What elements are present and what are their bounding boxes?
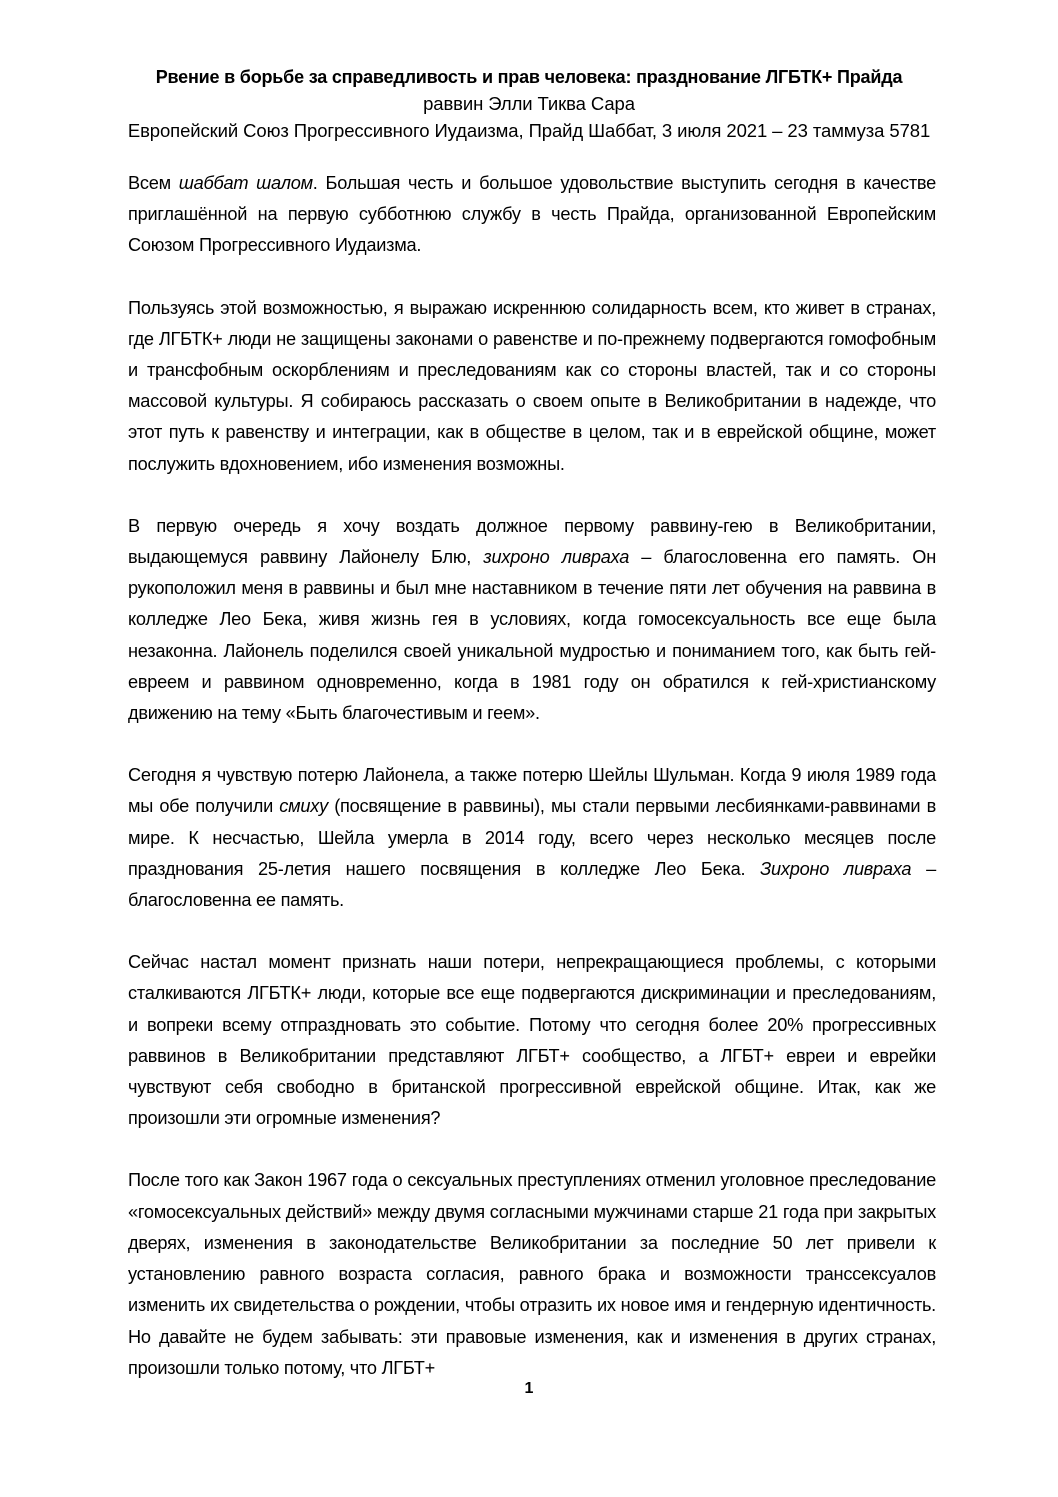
italic-term: Зихроно ливраха bbox=[760, 858, 912, 879]
text-run: . Большая честь и большое удовольствие выступить сегодня в качестве приглашённой на первую субботнюю службу в честь Прайда, организованной Европейским Союзом Прогрессивного Иудаизма. bbox=[128, 173, 936, 256]
text-run: – благословенна его память. Он рукоположил меня в раввины и был мне наставником в течение пяти лет обучения на раввина в колледже Лео Бека, живя жизнь гея в условиях, когда гомосексуальность все еще была незаконна. Лайонель поделился своей уникальной мудростью и пониманием того, как быть гей-евреем и раввином одновременно, когда в 1981 году он обратился к гей-христианскому движению на тему «Быть благочестивым и геем». bbox=[128, 547, 936, 724]
text-run: Всем bbox=[128, 173, 179, 193]
italic-term: зихроно ливраха bbox=[483, 547, 630, 568]
page-number: 1 bbox=[524, 1380, 534, 1397]
paragraph-4 bbox=[128, 760, 936, 916]
document-title: Рвение в борьбе за справедливость и прав человека: празднование ЛГБТК+ Прайда bbox=[155, 67, 903, 87]
paragraph-3 bbox=[128, 511, 936, 729]
event-line: Европейский Союз Прогрессивного Иудаизма, Прайд Шаббат, 3 июля 2021 – 23 таммуза 5781 bbox=[127, 120, 931, 141]
paragraph-5: Сейчас настал момент признать наши потери, непрекращающиеся проблемы, с которыми сталкиваются ЛГБТК+ люди, которые все еще подвергаются дискриминации и преследованиям, и вопреки всему отпраздновать это событие. Потому что сегодня более 20% прогрессивных раввинов в Великобритании представляют ЛГБТ+ сообщество, а ЛГБТ+ евреи и еврейки чувствуют себя свободно в британской прогрессивной еврейской общине. Итак, как же произошли эти огромные изменения? bbox=[128, 952, 936, 1129]
text-run: – благословенна ее память. bbox=[128, 858, 937, 911]
paragraph-1 bbox=[128, 168, 936, 262]
text-run: (посвящение в раввины), мы стали первыми лесбиянками-раввинами в мире. К несчастью, Шейла умерла в 2014 году, всего через несколько месяцев после празднования 25-летия нашего посвящения в колледже Лео Бека. bbox=[128, 796, 936, 879]
italic-term: смиху bbox=[279, 796, 328, 817]
document-header bbox=[0, 64, 1058, 144]
italic-term: шаббат шалом bbox=[178, 173, 313, 193]
author-line: раввин Элли Тиква Сара bbox=[423, 93, 635, 114]
text-run: Сегодня я чувствую потерю Лайонела, а также потерю Шейлы Шульман. Когда 9 июля 1989 года мы обе получили bbox=[128, 765, 936, 817]
paragraph-6: После того как Закон 1967 года о сексуальных преступлениях отменил уголовное преследование «гомосексуальных действий» между двумя согласными мужчинами старше 21 года при закрытых дверях, изменения в законодательстве Великобритании за последние 50 лет привели к установлению равного возраста согласия, равного брака и возможности транссексуалов изменить их свидетельства о рождении, чтобы отразить их новое имя и гендерную идентичность. Но давайте не будем забывать: эти правовые изменения, как и изменения в других странах, произошли только потому, что ЛГБТ+ bbox=[128, 1170, 936, 1378]
paragraph-2: Пользуясь этой возможностью, я выражаю искреннюю солидарность всем, кто живет в странах, где ЛГБТК+ люди не защищены законами о равенстве и по-прежнему подвергаются гомофобным и трансфобным оскорблениям и преследованиям как со стороны властей, так и со стороны массовой культуры. Я собираюсь рассказать о своем опыте в Великобритании в надежде, что этот путь к равенству и интеграции, как в обществе в целом, так и в еврейской общине, может послужить вдохновением, ибо изменения возможны. bbox=[128, 297, 936, 474]
document-body bbox=[128, 168, 936, 1415]
text-run: В первую очередь я хочу воздать должное первому раввину-гею в Великобритании, выдающемуся раввину Лайонелу Блю, bbox=[128, 515, 936, 568]
